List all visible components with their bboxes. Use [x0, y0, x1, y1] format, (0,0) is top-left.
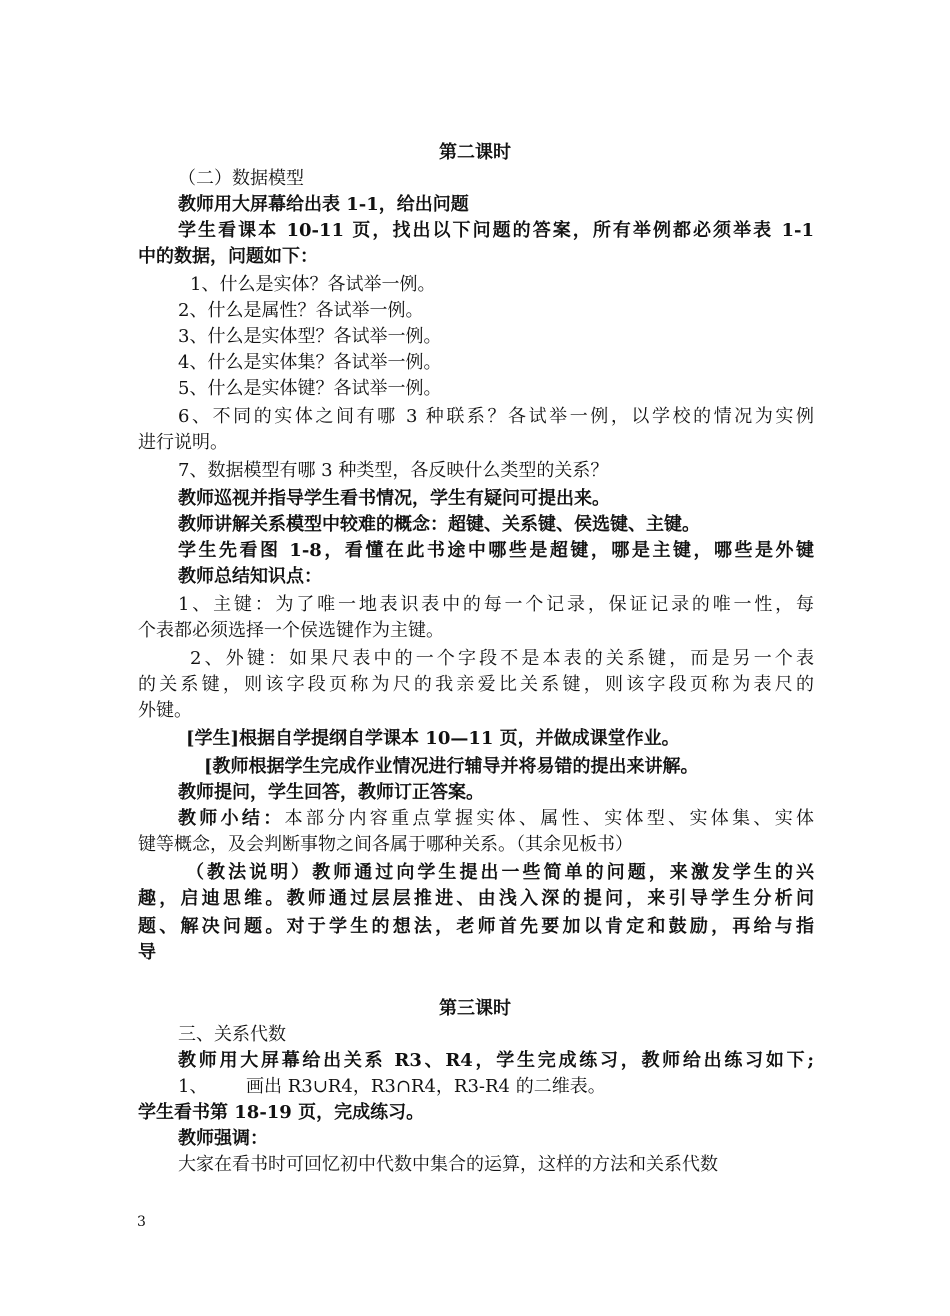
page-number: 3 — [137, 1214, 146, 1230]
knowledge-point: 2、外键：如果尺表中的一个字段不是本表的关系键，而是另一个表 — [190, 648, 814, 669]
paragraph: 教师强调： — [178, 1128, 268, 1149]
paragraph: 教师提问，学生回答，教师订正答案。 — [178, 782, 484, 803]
paragraph: 教师用大屏幕给出表 1-1，给出问题 — [178, 194, 469, 215]
method-note: （教法说明）教师通过向学生提出一些简单的问题，来激发学生的兴 — [186, 862, 814, 883]
summary-text: 本部分内容重点掌握实体、属性、实体型、实体集、实体 — [284, 808, 815, 829]
section-heading-lesson-2: 第二课时 — [439, 142, 511, 163]
exercise-number: 1、 — [178, 1076, 208, 1097]
question-item: 7、数据模型有哪 3 种类型，各反映什么类型的关系？ — [178, 460, 609, 481]
paragraph: 键等概念，及会判断事物之间各属于哪种关系。（其余见板书） — [138, 834, 633, 855]
method-note: 题、解决问题。对于学生的想法，老师首先要加以肯定和鼓励，再给与指 — [138, 916, 814, 937]
knowledge-point: 的关系键，则该字段页称为尺的我亲爱比关系键，则该字段页称为表尺的 — [138, 674, 814, 695]
question-item: 6、不同的实体之间有哪 3 种联系？各试举一例，以学校的情况为实例 — [178, 406, 814, 427]
question-item: 1、什么是实体？各试举一例。 — [190, 274, 436, 295]
knowledge-point: 外键。 — [138, 700, 192, 721]
paragraph: 教师总结知识点： — [178, 566, 322, 587]
paragraph: [学生]根据自学提纲自学课本 10—11 页，并做成课堂作业。 — [186, 728, 680, 749]
knowledge-point: 个表都必须选择一个侯选键作为主键。 — [138, 620, 444, 641]
paragraph: [教师根据学生完成作业情况进行辅导并将易错的提出来讲解。 — [204, 756, 699, 777]
question-item: 4、什么是实体集？各试举一例。 — [178, 352, 442, 373]
knowledge-point: 1、主键：为了唯一地表识表中的每一个记录，保证记录的唯一性，每 — [178, 594, 814, 615]
paragraph: 教师巡视并指导学生看书情况，学生有疑问可提出来。 — [178, 488, 610, 509]
method-note: 导 — [138, 942, 156, 963]
paragraph: 教师用大屏幕给出关系 R3、R4，学生完成练习，教师给出练习如下; — [178, 1050, 814, 1071]
question-item: 3、什么是实体型？各试举一例。 — [178, 326, 442, 347]
subheading-data-model: （二）数据模型 — [178, 168, 304, 189]
question-item: 2、什么是属性？各试举一例。 — [178, 300, 424, 321]
exercise-text: 画出 R3∪R4，R3∩R4，R3-R4 的二维表。 — [246, 1076, 606, 1097]
question-item: 5、什么是实体键？各试举一例。 — [178, 378, 442, 399]
paragraph: 学生看书第 18-19 页，完成练习。 — [138, 1102, 425, 1123]
summary-label: 教师小结： — [178, 808, 285, 829]
subheading-relational-algebra: 三、关系代数 — [178, 1024, 286, 1045]
paragraph: 学生先看图 1-8，看懂在此书途中哪些是超键，哪是主键，哪些是外键 — [178, 540, 814, 561]
paragraph: 教师讲解关系模型中较难的概念：超键、关系键、侯选键、主键。 — [178, 514, 700, 535]
paragraph: 大家在看书时可回忆初中代数中集合的运算，这样的方法和关系代数 — [178, 1154, 718, 1175]
paragraph: 学生看课本 10-11 页，找出以下问题的答案，所有举例都必须举表 1-1 — [178, 220, 814, 241]
paragraph: 中的数据，问题如下： — [138, 246, 318, 267]
method-note: 趣，启迪思维。教师通过层层推进、由浅入深的提问，来引导学生分析问 — [138, 888, 814, 909]
question-item: 进行说明。 — [138, 432, 228, 453]
summary-line — [178, 806, 814, 832]
section-heading-lesson-3: 第三课时 — [439, 998, 511, 1019]
